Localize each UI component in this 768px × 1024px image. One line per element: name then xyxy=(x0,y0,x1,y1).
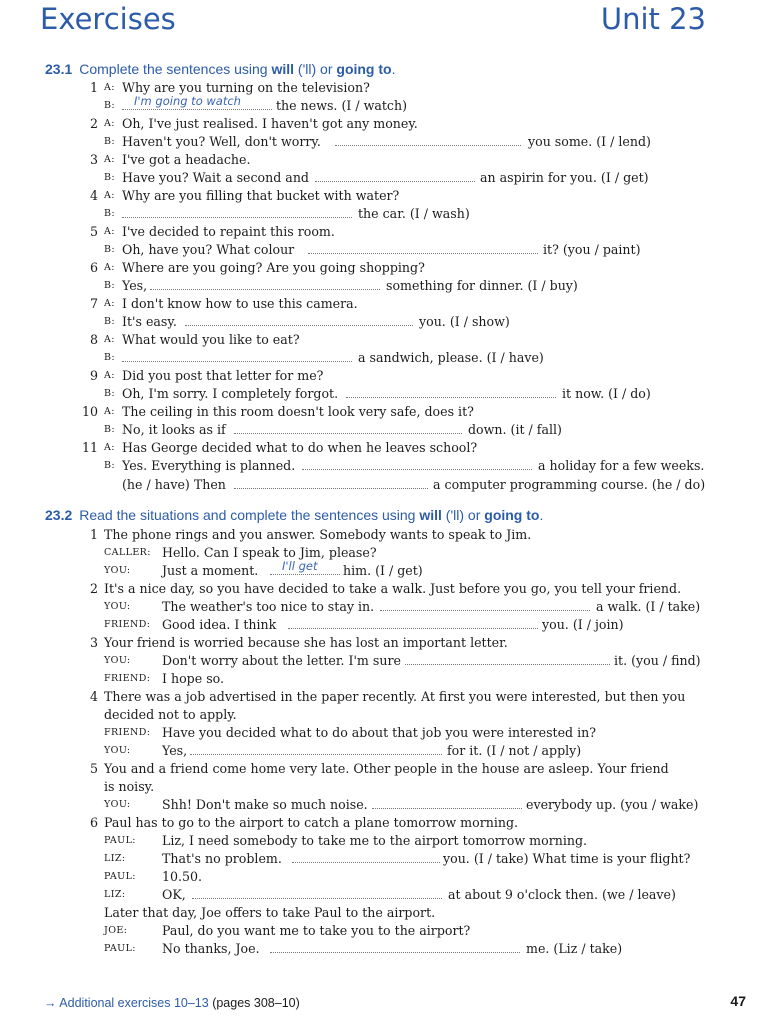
sentence-text: I don't know how to use this camera. xyxy=(122,296,358,311)
item-number: 7 xyxy=(89,296,98,311)
speaker-label: A: xyxy=(104,298,115,309)
sentence-text: Has George decided what to do when he leaves school? xyxy=(122,440,478,455)
sentence-text-after: for it. (I / not / apply) xyxy=(447,743,582,758)
instruction-text: . xyxy=(539,507,544,523)
item-number: 4 xyxy=(89,689,98,704)
speaker-label: A: xyxy=(104,262,115,273)
speaker-label: A: xyxy=(104,82,115,93)
speaker-label: B: xyxy=(104,460,115,471)
sentence-text: It's easy. xyxy=(122,314,177,329)
handwritten-answer: I'm going to watch xyxy=(134,94,241,108)
sentence-text-after: the news. (I / watch) xyxy=(276,98,408,113)
handwritten-answer: I'll get xyxy=(282,559,318,573)
item-number: 3 xyxy=(89,635,98,650)
sentence-text: There was a job advertised in the paper recently. At first you were interested, but then you xyxy=(104,689,686,704)
sentence-text: Did you post that letter for me? xyxy=(122,368,324,383)
sentence-text: (he / have) Then xyxy=(122,477,226,492)
sentence-text: The phone rings and you answer. Somebody wants to speak to Jim. xyxy=(104,527,532,542)
sentence-text-after: down. (it / fall) xyxy=(468,422,562,437)
item-number: 4 xyxy=(89,188,98,203)
answer-blank[interactable] xyxy=(122,94,272,110)
speaker-label: B: xyxy=(104,280,115,291)
item-number: 3 xyxy=(89,152,98,167)
keyword: going to xyxy=(484,507,540,523)
item-number: 5 xyxy=(89,761,98,776)
instruction-text: Read the situations and complete the sentences using xyxy=(79,507,420,523)
answer-blank[interactable] xyxy=(185,314,413,326)
sentence-text: No thanks, Joe. xyxy=(162,941,260,956)
speaker-label: FRIEND: xyxy=(104,619,151,630)
unit-label: Unit 23 xyxy=(600,2,706,36)
sentence-text-after: you some. (I / lend) xyxy=(528,134,651,149)
speaker-label: B: xyxy=(104,388,115,399)
instruction-text: ('ll) or xyxy=(441,507,485,523)
item-number: 9 xyxy=(89,368,98,383)
sentence-text: The weather's too nice to stay in. xyxy=(162,599,375,614)
sentence-text: Haven't you? Well, don't worry. xyxy=(122,134,321,149)
sentence-text: Paul has to go to the airport to catch a plane tomorrow morning. xyxy=(104,815,519,830)
speaker-label: YOU: xyxy=(104,745,131,756)
link-pages: (pages 308–10) xyxy=(212,996,300,1010)
speaker-label: YOU: xyxy=(104,655,131,666)
speaker-label: LIZ: xyxy=(104,889,126,900)
answer-blank[interactable] xyxy=(234,422,462,434)
speaker-label: FRIEND: xyxy=(104,727,151,738)
sentence-text: I've decided to repaint this room. xyxy=(122,224,335,239)
sentence-text: Just a moment. xyxy=(162,563,259,578)
sentence-text: Oh, have you? What colour xyxy=(122,242,295,257)
sentence-text: is noisy. xyxy=(104,779,155,794)
sentence-text-after: the car. (I / wash) xyxy=(358,206,470,221)
speaker-label: B: xyxy=(104,424,115,435)
keyword: will xyxy=(271,61,295,77)
speaker-label: A: xyxy=(104,370,115,381)
answer-blank[interactable] xyxy=(122,206,352,218)
answer-blank[interactable] xyxy=(372,797,522,809)
sentence-text-after: a computer programming course. (he / do) xyxy=(433,477,706,492)
keyword: going to xyxy=(336,61,392,77)
sentence-text-after: at about 9 o'clock then. (we / leave) xyxy=(448,887,676,902)
sentence-text-after: an aspirin for you. (I / get) xyxy=(480,170,649,185)
speaker-label: LIZ: xyxy=(104,853,126,864)
speaker-label: A: xyxy=(104,190,115,201)
sentence-text-after: you. (I / take) What time is your flight? xyxy=(443,851,691,866)
sentence-text-after: a walk. (I / take) xyxy=(596,599,701,614)
sentence-text: OK, xyxy=(162,887,186,902)
item-number: 2 xyxy=(89,581,98,596)
answer-blank[interactable] xyxy=(150,278,380,290)
speaker-label: YOU: xyxy=(104,601,131,612)
answer-blank[interactable] xyxy=(270,941,520,953)
speaker-label: JOE: xyxy=(104,925,128,936)
item-number: 6 xyxy=(89,815,98,830)
instruction-text: Complete the sentences using xyxy=(79,61,272,77)
answer-blank[interactable] xyxy=(190,743,442,755)
sentence-text: I've got a headache. xyxy=(122,152,251,167)
sentence-text: What would you like to eat? xyxy=(122,332,300,347)
sentence-text-after: you. (I / join) xyxy=(542,617,624,632)
answer-blank[interactable] xyxy=(335,134,521,146)
speaker-label: PAUL: xyxy=(104,871,136,882)
exercise-23-2-heading xyxy=(45,507,543,523)
answer-blank[interactable] xyxy=(302,458,532,470)
sentence-text-after: everybody up. (you / wake) xyxy=(526,797,699,812)
sentence-text-after: it? (you / paint) xyxy=(543,242,641,257)
sentence-text: It's a nice day, so you have decided to take a walk. Just before you go, you tell your friend. xyxy=(104,581,682,596)
sentence-text: Have you? Wait a second and xyxy=(122,170,309,185)
item-number: 2 xyxy=(89,116,98,131)
speaker-label: A: xyxy=(104,334,115,345)
speaker-label: FRIEND: xyxy=(104,673,151,684)
sentence-text: Shh! Don't make so much noise. xyxy=(162,797,368,812)
item-number: 8 xyxy=(89,332,98,347)
answer-blank[interactable] xyxy=(405,653,610,665)
sentence-text-after: a sandwich, please. (I / have) xyxy=(358,350,544,365)
link-text[interactable]: Additional exercises 10–13 xyxy=(59,996,209,1010)
sentence-text: Where are you going? Are you going shopping? xyxy=(122,260,425,275)
answer-blank[interactable] xyxy=(308,242,538,254)
sentence-text: Liz, I need somebody to take me to the airport tomorrow morning. xyxy=(162,833,588,848)
sentence-text: Have you decided what to do about that job you were interested in? xyxy=(162,725,597,740)
sentence-text: decided not to apply. xyxy=(104,707,237,722)
answer-blank[interactable] xyxy=(234,477,428,489)
sentence-text: Why are you turning on the television? xyxy=(122,80,370,95)
sentence-text: Yes. Everything is planned. xyxy=(122,458,296,473)
page-number: 47 xyxy=(730,993,746,1009)
sentence-text: Oh, I'm sorry. I completely forgot. xyxy=(122,386,339,401)
item-number: 6 xyxy=(89,260,98,275)
speaker-label: B: xyxy=(104,316,115,327)
speaker-label: A: xyxy=(104,406,115,417)
sentence-text-after: him. (I / get) xyxy=(343,563,423,578)
sentence-text: Yes, xyxy=(162,743,188,758)
sentence-text: Yes, xyxy=(122,278,148,293)
speaker-label: A: xyxy=(104,154,115,165)
sentence-text: No, it looks as if xyxy=(122,422,226,437)
page-title: Exercises xyxy=(40,2,176,36)
sentence-text: Don't worry about the letter. I'm sure xyxy=(162,653,401,668)
instruction-text: . xyxy=(391,61,396,77)
sentence-text: Why are you filling that bucket with water? xyxy=(122,188,400,203)
speaker-label: B: xyxy=(104,352,115,363)
sentence-text-after: something for dinner. (I / buy) xyxy=(386,278,578,293)
sentence-text: Oh, I've just realised. I haven't got any money. xyxy=(122,116,418,131)
speaker-label: B: xyxy=(104,208,115,219)
speaker-label: CALLER: xyxy=(104,547,151,558)
speaker-label: YOU: xyxy=(104,565,131,576)
exercise-number: 23.1 xyxy=(45,61,73,77)
answer-blank[interactable] xyxy=(288,617,538,629)
instruction-text: ('ll) or xyxy=(294,61,337,77)
answer-blank[interactable] xyxy=(380,599,590,611)
arrow-icon: → xyxy=(44,996,57,1010)
sentence-text: Good idea. I think xyxy=(162,617,277,632)
answer-blank[interactable] xyxy=(192,887,442,899)
speaker-label: A: xyxy=(104,226,115,237)
answer-blank[interactable] xyxy=(315,170,475,182)
speaker-label: B: xyxy=(104,172,115,183)
exercise-23-1-heading xyxy=(45,61,395,77)
sentence-text: Later that day, Joe offers to take Paul to the airport. xyxy=(104,905,436,920)
exercise-number: 23.2 xyxy=(45,507,73,523)
sentence-text-after: it. (you / find) xyxy=(614,653,701,668)
sentence-text-after: a holiday for a few weeks. xyxy=(538,458,705,473)
item-number: 10 xyxy=(81,404,98,419)
item-number: 11 xyxy=(81,440,98,455)
sentence-text: The ceiling in this room doesn't look very safe, does it? xyxy=(122,404,474,419)
item-number: 1 xyxy=(89,527,98,542)
speaker-label: A: xyxy=(104,442,115,453)
item-number: 5 xyxy=(89,224,98,239)
answer-blank[interactable] xyxy=(270,559,340,575)
sentence-text-after: me. (Liz / take) xyxy=(526,941,623,956)
sentence-text: I hope so. xyxy=(162,671,225,686)
speaker-label: A: xyxy=(104,118,115,129)
speaker-label: PAUL: xyxy=(104,943,136,954)
speaker-label: YOU: xyxy=(104,799,131,810)
speaker-label: PAUL: xyxy=(104,835,136,846)
speaker-label: B: xyxy=(104,136,115,147)
sentence-text: That's no problem. xyxy=(162,851,282,866)
sentence-text: Your friend is worried because she has lost an important letter. xyxy=(104,635,508,650)
additional-exercises-link[interactable] xyxy=(44,996,300,1010)
sentence-text: You and a friend come home very late. Other people in the house are asleep. Your friend xyxy=(104,761,669,776)
speaker-label: B: xyxy=(104,100,115,111)
item-number: 1 xyxy=(89,80,98,95)
sentence-text-after: it now. (I / do) xyxy=(562,386,651,401)
speaker-label: B: xyxy=(104,244,115,255)
sentence-text-after: you. (I / show) xyxy=(419,314,510,329)
sentence-text: 10.50. xyxy=(162,869,203,884)
sentence-text: Hello. Can I speak to Jim, please? xyxy=(162,545,377,560)
answer-blank[interactable] xyxy=(292,851,440,863)
keyword: will xyxy=(419,507,442,523)
answer-blank[interactable] xyxy=(346,386,556,398)
sentence-text: Paul, do you want me to take you to the airport? xyxy=(162,923,471,938)
answer-blank[interactable] xyxy=(122,350,352,362)
